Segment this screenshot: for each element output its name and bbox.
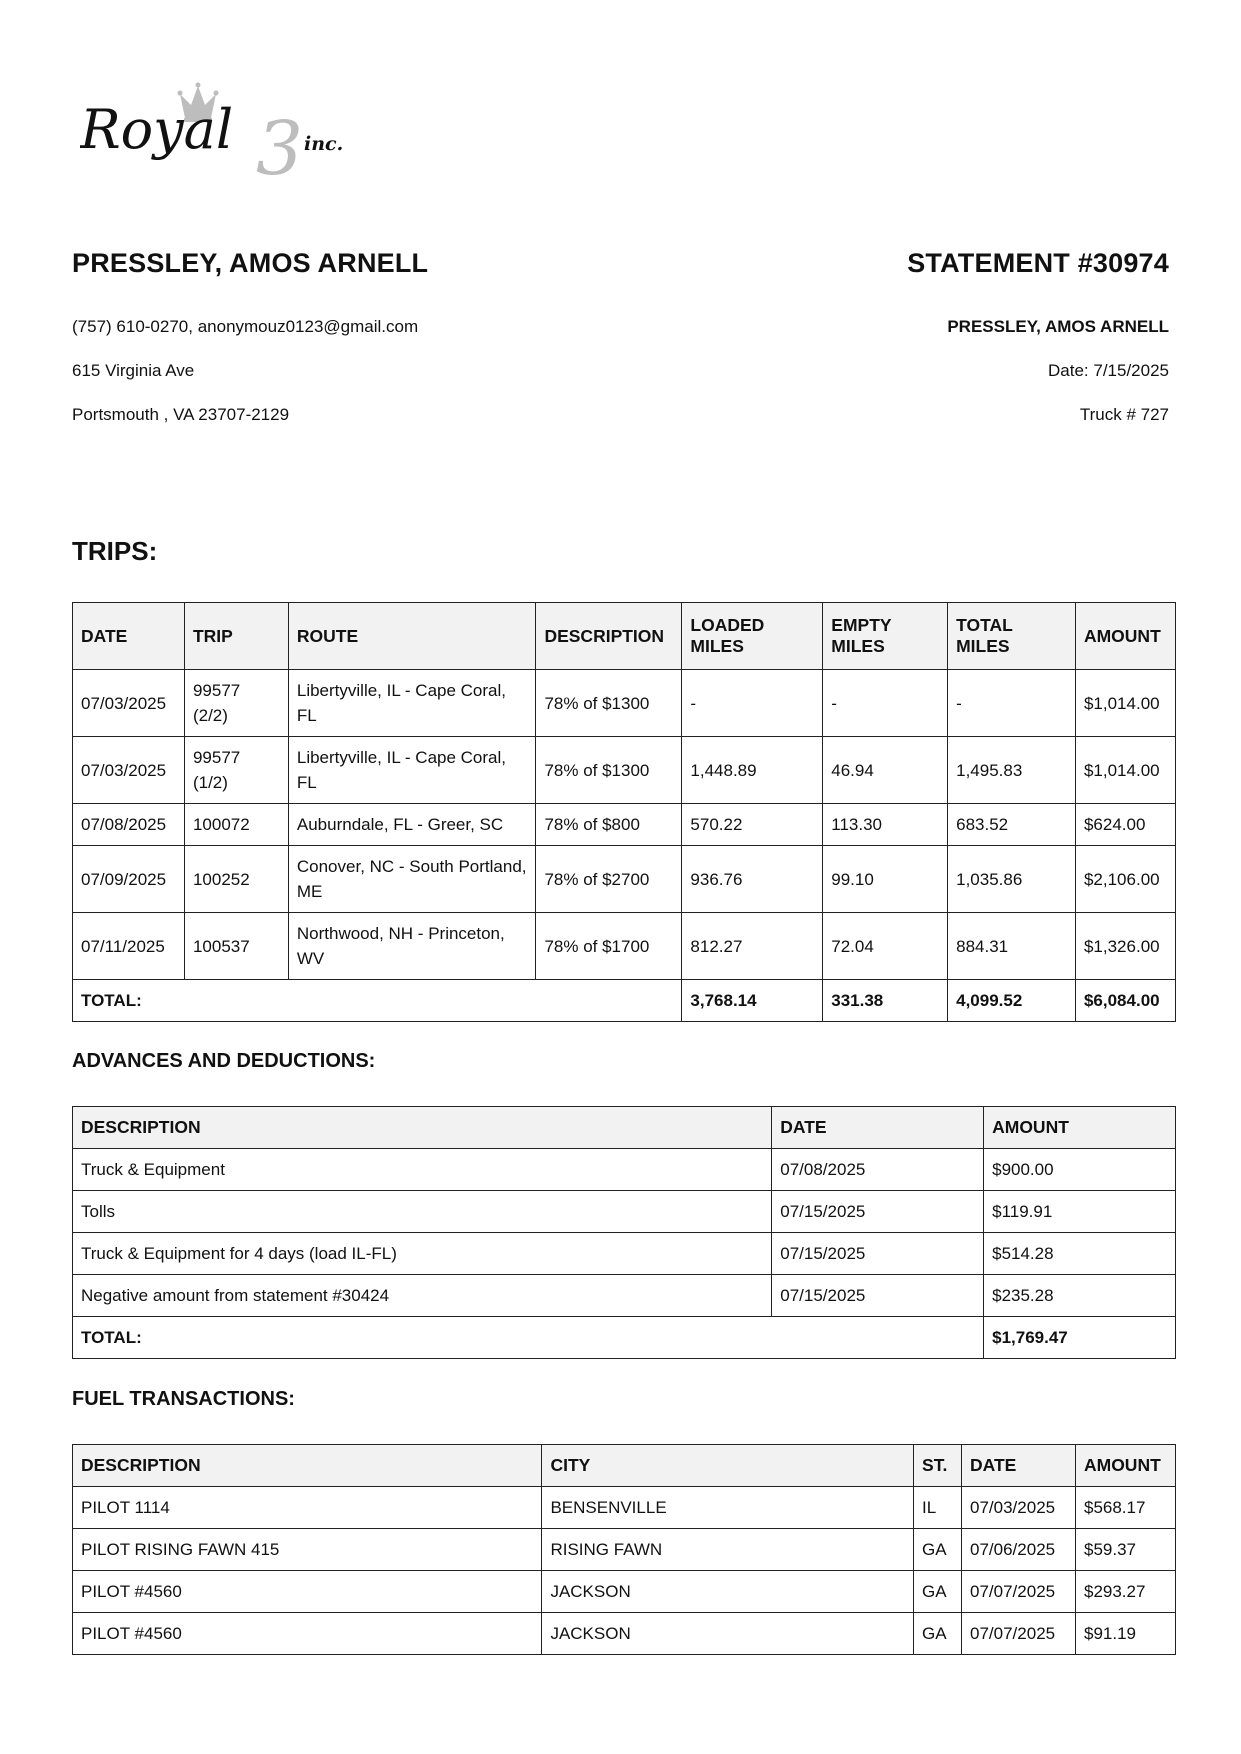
trip-description: 78% of $800 — [536, 804, 682, 846]
deduction-description: Truck & Equipment — [73, 1149, 772, 1191]
trip-loaded-miles: 570.22 — [682, 804, 823, 846]
trip-amount: $1,014.00 — [1075, 670, 1175, 737]
trip-empty-miles: 113.30 — [823, 804, 948, 846]
logo-wordmark: Royal — [80, 98, 234, 161]
statement-block — [907, 248, 1169, 437]
trip-total-miles: 683.52 — [948, 804, 1076, 846]
trips-col-loaded-miles: LOADED MILES — [682, 603, 823, 670]
deduction-description: Truck & Equipment for 4 days (load IL-FL) — [73, 1233, 772, 1275]
deduction-amount: $900.00 — [984, 1149, 1176, 1191]
fuel-date: 07/03/2025 — [962, 1487, 1076, 1529]
fuel-city: BENSENVILLE — [542, 1487, 914, 1529]
table-row — [73, 846, 1176, 913]
trip-date: 07/03/2025 — [73, 670, 185, 737]
table-row — [73, 1233, 1176, 1275]
deductions-total-amount: $1,769.47 — [984, 1317, 1176, 1359]
deduction-amount: $514.28 — [984, 1233, 1176, 1275]
statement-header — [72, 248, 1169, 437]
deductions-header-row — [73, 1107, 1176, 1149]
trip-date: 07/08/2025 — [73, 804, 185, 846]
fuel-date: 07/07/2025 — [962, 1613, 1076, 1655]
deduction-amount: $235.28 — [984, 1275, 1176, 1317]
driver-address-line2: Portsmouth , VA 23707-2129 — [72, 405, 290, 424]
table-row — [73, 1149, 1176, 1191]
statement-title: STATEMENT #30974 — [907, 248, 1169, 278]
fuel-state: IL — [914, 1487, 962, 1529]
trips-col-route: ROUTE — [288, 603, 536, 670]
fuel-col-amount: AMOUNT — [1075, 1445, 1175, 1487]
fuel-state: GA — [914, 1613, 962, 1655]
trip-route: Auburndale, FL - Greer, SC — [288, 804, 536, 846]
trips-col-trip: TRIP — [184, 603, 288, 670]
fuel-city: JACKSON — [542, 1571, 914, 1613]
trip-route: Libertyville, IL - Cape Coral, FL — [288, 737, 536, 804]
trips-col-description: DESCRIPTION — [536, 603, 682, 670]
table-row — [73, 913, 1176, 980]
trips-table — [72, 602, 1176, 1022]
table-row — [73, 670, 1176, 737]
fuel-state: GA — [914, 1571, 962, 1613]
driver-address-line1: 615 Virginia Ave — [72, 361, 195, 380]
deductions-col-amount: AMOUNT — [984, 1107, 1176, 1149]
trip-amount: $2,106.00 — [1075, 846, 1175, 913]
fuel-city: RISING FAWN — [542, 1529, 914, 1571]
trips-total-miles: 4,099.52 — [948, 980, 1076, 1022]
fuel-col-date: DATE — [962, 1445, 1076, 1487]
table-row — [73, 737, 1176, 804]
fuel-city: JACKSON — [542, 1613, 914, 1655]
trip-route: Northwood, NH - Princeton, WV — [288, 913, 536, 980]
logo-numeral: 3 — [256, 106, 304, 188]
trips-col-amount: AMOUNT — [1075, 603, 1175, 670]
logo-suffix: inc. — [304, 133, 344, 155]
trip-empty-miles: 72.04 — [823, 913, 948, 980]
table-row — [73, 1487, 1176, 1529]
deduction-date: 07/15/2025 — [772, 1233, 984, 1275]
fuel-amount: $293.27 — [1075, 1571, 1175, 1613]
deductions-title: ADVANCES AND DEDUCTIONS: — [72, 1050, 376, 1072]
deduction-date: 07/08/2025 — [772, 1149, 984, 1191]
fuel-date: 07/06/2025 — [962, 1529, 1076, 1571]
deduction-amount: $119.91 — [984, 1191, 1176, 1233]
trip-total-miles: 1,495.83 — [948, 737, 1076, 804]
trip-amount: $624.00 — [1075, 804, 1175, 846]
deductions-total-label: TOTAL: — [73, 1317, 984, 1359]
trip-loaded-miles: 812.27 — [682, 913, 823, 980]
fuel-state: GA — [914, 1529, 962, 1571]
trip-date: 07/03/2025 — [73, 737, 185, 804]
trip-description: 78% of $2700 — [536, 846, 682, 913]
trip-loaded-miles: - — [682, 670, 823, 737]
fuel-description: PILOT #4560 — [73, 1571, 542, 1613]
fuel-date: 07/07/2025 — [962, 1571, 1076, 1613]
fuel-col-state: ST. — [914, 1445, 962, 1487]
trips-total-label: TOTAL: — [73, 980, 682, 1022]
table-row — [73, 1529, 1176, 1571]
trip-date: 07/11/2025 — [73, 913, 185, 980]
trip-route: Conover, NC - South Portland, ME — [288, 846, 536, 913]
deduction-date: 07/15/2025 — [772, 1275, 984, 1317]
fuel-header-row — [73, 1445, 1176, 1487]
trips-title: TRIPS: — [72, 536, 158, 566]
trips-total-empty-miles: 331.38 — [823, 980, 948, 1022]
deduction-date: 07/15/2025 — [772, 1191, 984, 1233]
deduction-description: Negative amount from statement #30424 — [73, 1275, 772, 1317]
trip-id: 100537 — [184, 913, 288, 980]
fuel-description: PILOT RISING FAWN 415 — [73, 1529, 542, 1571]
statement-name: PRESSLEY, AMOS ARNELL — [947, 317, 1169, 336]
table-row — [73, 804, 1176, 846]
company-logo — [80, 78, 380, 188]
fuel-amount: $59.37 — [1075, 1529, 1175, 1571]
trip-amount: $1,014.00 — [1075, 737, 1175, 804]
trip-id: 99577 (2/2) — [184, 670, 288, 737]
trip-empty-miles: 99.10 — [823, 846, 948, 913]
trip-total-miles: 1,035.86 — [948, 846, 1076, 913]
fuel-description: PILOT 1114 — [73, 1487, 542, 1529]
trip-empty-miles: - — [823, 670, 948, 737]
trip-total-miles: 884.31 — [948, 913, 1076, 980]
table-row — [73, 1191, 1176, 1233]
statement-truck: Truck # 727 — [1079, 405, 1169, 424]
trip-id: 100252 — [184, 846, 288, 913]
fuel-col-description: DESCRIPTION — [73, 1445, 542, 1487]
trip-amount: $1,326.00 — [1075, 913, 1175, 980]
driver-contact: (757) 610-0270, anonymouz0123@gmail.com — [72, 317, 419, 336]
royal3-logo-mark — [80, 78, 380, 188]
trips-total-amount: $6,084.00 — [1075, 980, 1175, 1022]
deductions-col-description: DESCRIPTION — [73, 1107, 772, 1149]
fuel-amount: $568.17 — [1075, 1487, 1175, 1529]
table-row — [73, 1275, 1176, 1317]
statement-date: Date: 7/15/2025 — [1048, 361, 1169, 380]
deduction-description: Tolls — [73, 1191, 772, 1233]
trip-route: Libertyville, IL - Cape Coral, FL — [288, 670, 536, 737]
trip-id: 99577 (1/2) — [184, 737, 288, 804]
trips-header-row — [73, 603, 1176, 670]
trips-total-row — [73, 980, 1176, 1022]
trip-id: 100072 — [184, 804, 288, 846]
trip-date: 07/09/2025 — [73, 846, 185, 913]
driver-block — [72, 248, 428, 437]
trips-total-loaded-miles: 3,768.14 — [682, 980, 823, 1022]
trip-loaded-miles: 1,448.89 — [682, 737, 823, 804]
driver-name: PRESSLEY, AMOS ARNELL — [72, 248, 429, 278]
fuel-description: PILOT #4560 — [73, 1613, 542, 1655]
deductions-total-row — [73, 1317, 1176, 1359]
trips-col-empty-miles: EMPTY MILES — [823, 603, 948, 670]
trips-col-date: DATE — [73, 603, 185, 670]
deductions-col-date: DATE — [772, 1107, 984, 1149]
trip-total-miles: - — [948, 670, 1076, 737]
trips-col-total-miles: TOTAL MILES — [948, 603, 1076, 670]
trip-description: 78% of $1300 — [536, 670, 682, 737]
deductions-table — [72, 1106, 1176, 1359]
table-row — [73, 1613, 1176, 1655]
fuel-title: FUEL TRANSACTIONS: — [72, 1388, 295, 1410]
trip-empty-miles: 46.94 — [823, 737, 948, 804]
fuel-amount: $91.19 — [1075, 1613, 1175, 1655]
trip-loaded-miles: 936.76 — [682, 846, 823, 913]
fuel-table — [72, 1444, 1176, 1655]
table-row — [73, 1571, 1176, 1613]
trip-description: 78% of $1300 — [536, 737, 682, 804]
fuel-col-city: CITY — [542, 1445, 914, 1487]
trip-description: 78% of $1700 — [536, 913, 682, 980]
